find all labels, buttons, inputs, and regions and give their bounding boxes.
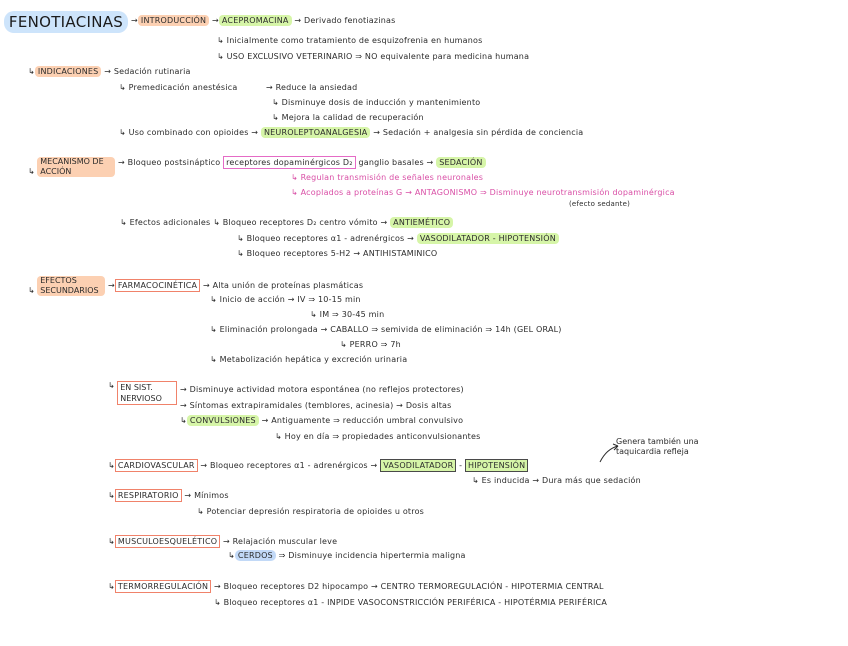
neuroleptoanalgesia-highlight: NEUROLEPTOANALGESIA [261,127,370,138]
cardio-l2: ↳ Es inducida → Dura más que sedación [472,476,641,485]
termo-label: TERMORREGULACIÓN [115,580,211,593]
farma-l2: ↳ Inicio de acción → IV ⇒ 10-15 min [210,295,361,304]
snc-l4: ↳ Hoy en día ⇒ propiedades anticonvulsionantes [275,432,481,441]
intro-line-2: ↳ Inicialmente como tratamiento de esquizofrenia en humanos [217,36,483,45]
mecanismo-c3: ↳ Bloqueo receptores 5-H2 → ANTIHISTAMINICO [237,249,438,258]
indicaciones-line: ↳INDICACIONES → Sedación rutinaria [28,67,191,76]
snc-l3: ↳CONVULSIONES → Antiguamente ⇒ reducción umbral convulsivo [180,416,464,425]
intro-derived: → Derivado fenotiazinas [294,16,396,25]
indicaciones-label: INDICACIONES [35,66,102,77]
antiemetico-highlight: ANTIEMÉTICO [390,217,453,228]
indicaciones-l2b: ↳ Disminuye dosis de inducción y mantenimiento [272,98,481,107]
mecanismo-c2: ↳ Bloqueo receptores α1 - adrenérgicos → VASODILATADOR - HIPOTENSIÓN [237,233,559,244]
termo-l2: ↳ Bloqueo receptores α1 - INPIDE VASOCONSTRICCIÓN PERIFÉRICA - HIPOTÉRMIA PERIFÉRICA [214,598,608,607]
vasodilatador-box: VASODILATADOR [380,459,456,472]
cardio-note: Genera también una taquicardia refleja [616,437,699,456]
farma-l6: ↳ Metabolización hepática y excreción urinaria [210,355,408,364]
snc-label: EN SIST. NERVIOSO [117,381,177,405]
mecanismo-a1: → Bloqueo postsináptico receptores dopaminérgicos D₂ ganglio basales → SEDACIÓN [118,156,486,169]
farma-l5: ↳ PERRO ⇒ 7h [340,340,401,349]
snc-block: ↳ EN SIST. NERVIOSO [108,381,177,405]
cerdos-highlight: CERDOS [235,550,276,561]
mecanismo-b1: ↳ Regulan transmisión de señales neuronales [291,173,484,182]
page-title: FENOTIACINAS [4,11,128,33]
musc-l2: ↳CERDOS ⇒ Disminuye incidencia hipertermia maligna [228,551,466,560]
farma-l4: ↳ Eliminación prolongada → CABALLO ⇒ semivida de eliminación ⇒ 14h (GEL ORAL) [210,325,562,334]
farma-line: →FARMACOCINÉTICA → Alta unión de proteínas plasmáticas [108,281,364,290]
termo-line: ↳TERMORREGULACIÓN → Bloqueo receptores D2 hipocampo → CENTRO TERMOREGULACIÓN - HIPOTERMIA CENTRAL [108,582,604,591]
hipotension-box: HIPOTENSIÓN [465,459,528,472]
musc-label: MUSCULOESQUELÉTICO [115,535,220,548]
resp-l2: ↳ Potenciar depresión respiratoria de opioides u otros [197,507,425,516]
cardio-line: ↳CARDIOVASCULAR → Bloqueo receptores α1 - adrenérgicos → VASODILATADOR - HIPOTENSIÓN [108,459,528,472]
sedacion-highlight: SEDACIÓN [436,157,485,168]
mecanismo-block: ↳ MECANISMO DE ACCIÓN [28,157,116,177]
convulsiones-highlight: CONVULSIONES [187,415,259,426]
efectos-label: EFECTOS SECUNDARIOS [37,276,105,296]
indicaciones-l3: ↳ Uso combinado con opioides → NEUROLEPTOANALGESIA → Sedación + analgesia sin pérdida de conciencia [119,128,584,137]
mecanismo-label: MECANISMO DE ACCIÓN [37,157,115,177]
resp-label: RESPIRATORIO [115,489,182,502]
mecanismo-b2c: (efecto sedante) [569,200,631,208]
dopamine-receptor-box: receptores dopaminérgicos D₂ [223,156,356,169]
indicaciones-l2a: → Reduce la ansiedad [266,83,358,92]
mecanismo-b2: ↳ Acoplados a proteínas G → ANTAGONISMO ⇒ Disminuye neurotransmisión dopaminérgica [291,188,675,197]
vasodilatador-highlight: VASODILATADOR - HIPOTENSIÓN [417,233,559,244]
musc-line: ↳MUSCULOESQUELÉTICO → Relajación muscular leve [108,537,338,546]
intro-line-3: ↳ USO EXCLUSIVO VETERINARIO ⇒ NO equivalente para medicina humana [217,52,530,61]
farma-label: FARMACOCINÉTICA [115,279,200,292]
intro-drug: ACEPROMACINA [219,15,292,26]
indicaciones-l2c: ↳ Mejora la calidad de recuperación [272,113,424,122]
indicaciones-l2: ↳ Premedicación anestésica [119,83,238,92]
intro-line: →INTRODUCCIÓN →ACEPROMACINA → Derivado fenotiazinas [131,16,396,25]
resp-line: ↳RESPIRATORIO → Mínimos [108,491,229,500]
snc-l2: → Síntomas extrapiramidales (temblores, acinesia) → Dosis altas [180,401,452,410]
mecanismo-c1: ↳ Efectos adicionales ↳ Bloqueo receptores D₂ centro vómito → ANTIEMÉTICO [120,217,453,228]
intro-label: INTRODUCCIÓN [138,15,209,26]
farma-l3: ↳ IM ⇒ 30-45 min [310,310,385,319]
efectos-block: ↳ EFECTOS SECUNDARIOS [28,276,108,296]
indicaciones-l1: → Sedación rutinaria [104,67,191,76]
cardio-label: CARDIOVASCULAR [115,459,198,472]
snc-l1: → Disminuye actividad motora espontánea (no reflejos protectores) [180,385,464,394]
